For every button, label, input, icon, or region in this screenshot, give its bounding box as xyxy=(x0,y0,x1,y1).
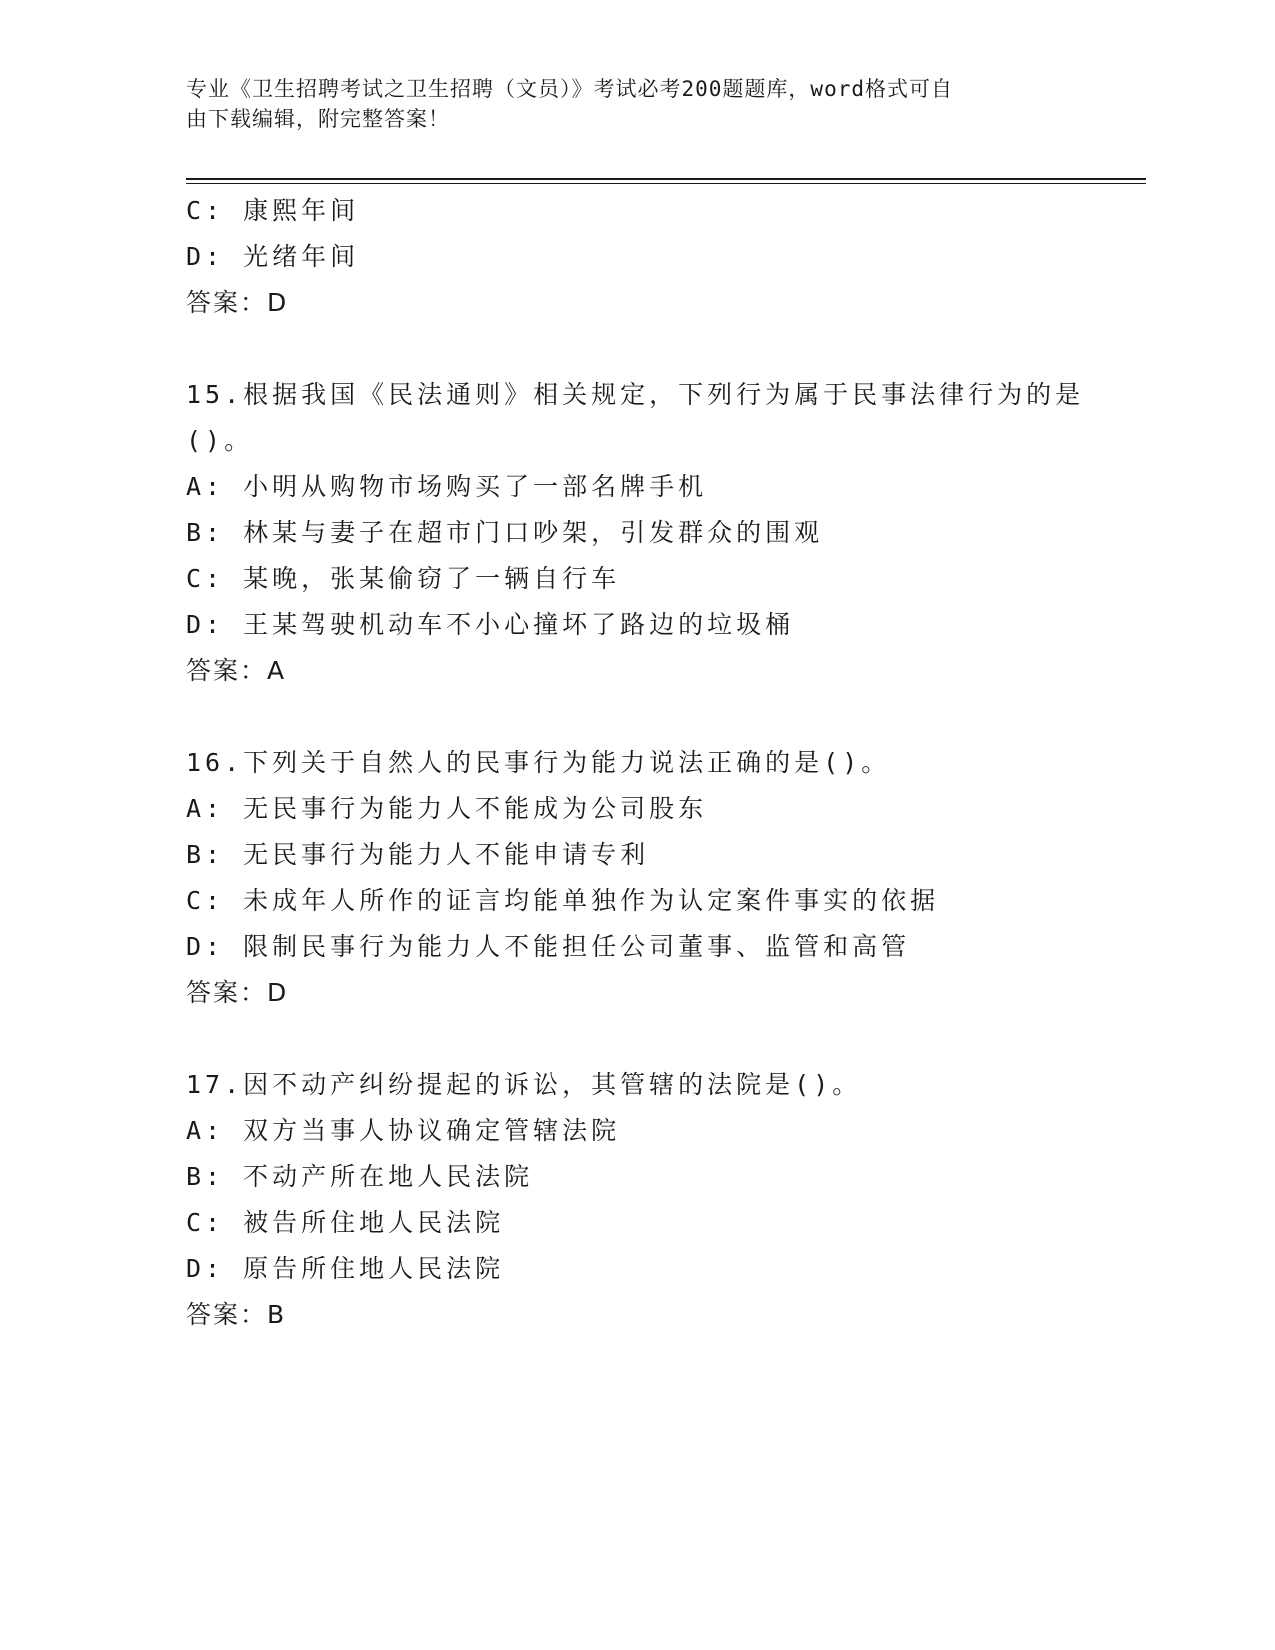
option-a: A: 无民事行为能力人不能成为公司股东 xyxy=(186,794,708,823)
question-stem: 16.下列关于自然人的民事行为能力说法正确的是()。 xyxy=(186,748,891,777)
question-stem-continued: ()。 xyxy=(186,426,254,455)
header-line-1: 专业《卫生招聘考试之卫生招聘（文员）》考试必考200题题库，word格式可自 xyxy=(186,77,953,101)
option-a: A: 双方当事人协议确定管辖法院 xyxy=(186,1116,621,1145)
spacer xyxy=(186,1016,1086,1062)
answer-line: 答案：D xyxy=(186,978,289,1007)
option-b: B: 不动产所在地人民法院 xyxy=(186,1162,534,1191)
spacer xyxy=(186,694,1086,740)
option-c: C: 被告所住地人民法院 xyxy=(186,1208,505,1237)
option-a: A: 小明从购物市场购买了一部名牌手机 xyxy=(186,472,708,501)
question-16 xyxy=(186,740,1086,1016)
header-divider-thin xyxy=(186,183,1146,184)
option-d: D: 限制民事行为能力人不能担任公司董事、监管和高管 xyxy=(186,932,911,961)
question-stem: 17.因不动产纠纷提起的诉讼，其管辖的法院是()。 xyxy=(186,1070,862,1099)
answer-line: 答案：D xyxy=(186,288,289,317)
answer-line: 答案：A xyxy=(186,656,287,685)
question-stem: 15.根据我国《民法通则》相关规定，下列行为属于民事法律行为的是 xyxy=(186,380,1085,409)
continued-question xyxy=(186,188,1086,326)
option-b: B: 林某与妻子在超市门口吵架，引发群众的围观 xyxy=(186,518,824,547)
question-15 xyxy=(186,372,1086,694)
option-c: C: 某晚，张某偷窃了一辆自行车 xyxy=(186,564,621,593)
document-header xyxy=(186,74,1066,134)
question-17 xyxy=(186,1062,1086,1338)
spacer xyxy=(186,326,1086,372)
header-divider-thick xyxy=(186,178,1146,180)
header-line-2: 由下载编辑，附完整答案！ xyxy=(186,107,450,131)
option-d: D: 原告所住地人民法院 xyxy=(186,1254,505,1283)
document-body xyxy=(186,188,1086,1338)
answer-line: 答案：B xyxy=(186,1300,287,1329)
option-b: B: 无民事行为能力人不能申请专利 xyxy=(186,840,650,869)
option-c: C: 康熙年间 xyxy=(186,196,360,225)
option-c: C: 未成年人所作的证言均能单独作为认定案件事实的依据 xyxy=(186,886,940,915)
option-d: D: 王某驾驶机动车不小心撞坏了路边的垃圾桶 xyxy=(186,610,795,639)
option-d: D: 光绪年间 xyxy=(186,242,360,271)
